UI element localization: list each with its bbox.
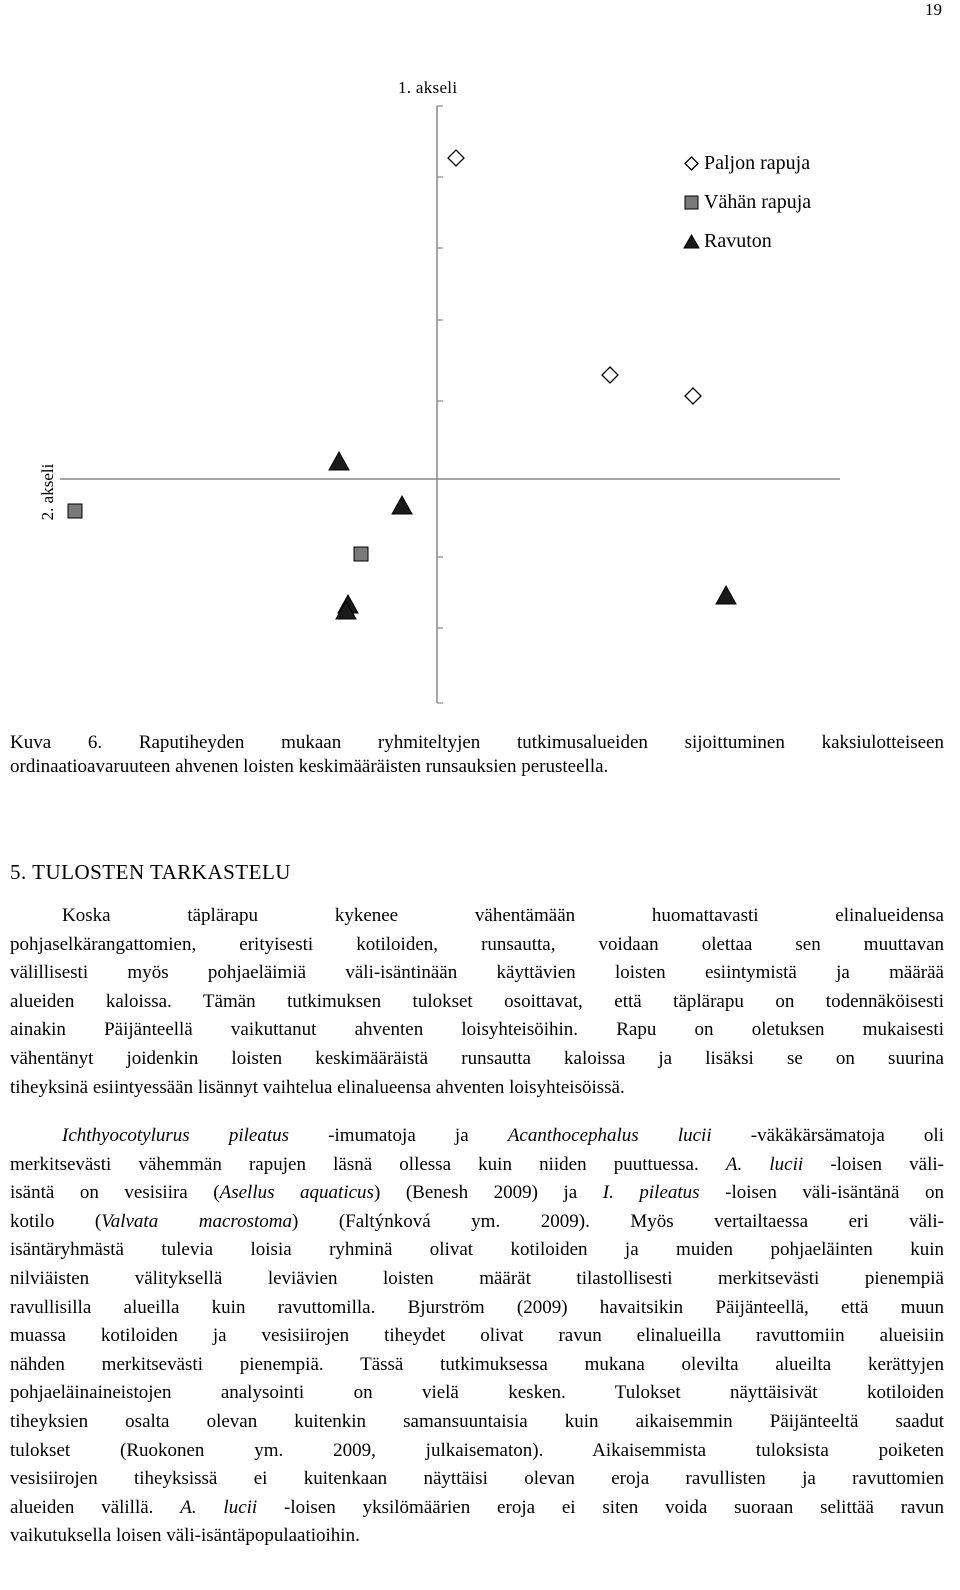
legend-item-paljon-rapuja [683, 144, 811, 183]
paragraph-line [10, 1208, 944, 1237]
paragraph-line: Koska täplärapu kykenee vähentämään huomattavasti elinalueidensa [62, 905, 944, 926]
text-run: merkitsevästi vähemmän rapujen läsnä ollessa kuin niiden puuttuessa. [10, 1153, 726, 1175]
triangle-marker-icon [683, 233, 700, 250]
vertical-axis-ticks [437, 106, 443, 703]
legend-label: Paljon rapuja [704, 152, 811, 174]
ordination-figure [0, 60, 960, 720]
text-run: -imumatoja ja [289, 1125, 508, 1146]
page-number: 19 [925, 0, 942, 19]
point-diamond-3 [685, 388, 701, 404]
paragraph-1 [10, 902, 944, 1102]
text-run: -loisen yksilömäärien eroja ei siten voida suoraan selittää ravun [257, 1496, 944, 1518]
species-name: A. lucii [180, 1496, 258, 1518]
caption-line: ordinaatioavaruuteen ahvenen loisten keskimääräisten runsauksien perusteella. [10, 756, 609, 777]
point-triangle-2 [392, 496, 412, 514]
species-name: Acanthocephalus lucii [507, 1125, 712, 1146]
paragraph-line: tiheyksinä esiintyessään lisännyt vaihtelua elinalueensa ahventen loisyhteisöissä. [10, 1076, 625, 1098]
legend-item-ravuton [683, 222, 811, 261]
paragraph-line: nähden merkitsevästi pienempiä. Tässä tutkimuksessa mukana olevilta alueilta kerättyjen [10, 1353, 944, 1375]
paragraph-line: isäntäryhmästä tulevia loisia ryhminä olivat kotiloiden ja muiden pohjaeläinten kuin [10, 1239, 944, 1261]
paragraph-line: nilviäisten välityksellä leviävien loisten määrät tilastollisesti merkitsevästi pienempiä [10, 1267, 944, 1289]
paragraph-line: pohjaeläinaineistojen analysointi on vielä kesken. Tulokset näyttäisivät kotiloiden [10, 1382, 944, 1404]
text-run: isäntä on vesisiira ( [10, 1182, 220, 1204]
paragraph-line [10, 1494, 944, 1523]
legend-label: Ravuton [704, 230, 772, 252]
x-axis-label: 1. akseli [398, 78, 458, 97]
paragraph-line: muassa kotiloiden ja vesisiirojen tiheydet olivat ravun elinalueilla ravuttomiin alueisiin [10, 1325, 944, 1347]
square-marker-icon [683, 194, 700, 211]
ordination-plot [0, 60, 960, 720]
paragraph-line: vaikutuksella loisen väli-isäntäpopulaatioihin. [10, 1525, 360, 1547]
legend [683, 144, 811, 261]
y-axis-label: 2. akseli [38, 463, 57, 521]
series-paljon-rapuja [448, 150, 701, 404]
paragraph-line: vesisiirojen tiheyksissä ei kuitenkaan näyttäisi olevan eroja ravullisten ja ravuttomien [10, 1468, 944, 1490]
paragraph-2 [10, 1122, 944, 1551]
text-run: -loisen väli- [803, 1153, 944, 1175]
text-run: -loisen väli-isäntänä on [699, 1182, 944, 1204]
section-heading: 5. TULOSTEN TARKASTELU [10, 860, 291, 884]
paragraph-line: alueiden kaloissa. Tämän tutkimuksen tulokset osoittavat, että täplärapu on todennäköisesti [10, 990, 944, 1012]
paragraph-line: vähentänyt joidenkin loisten keskimääräistä runsautta kaloissa ja lisäksi se on suurina [10, 1047, 944, 1069]
legend-label: Vähän rapuja [704, 191, 812, 213]
species-name: Valvata macrostoma [101, 1210, 292, 1232]
legend-item-vahan-rapuja [683, 183, 811, 222]
paragraph-line: tulokset (Ruokonen ym. 2009, julkaisematon). Aikaisemmista tuloksista poiketen [10, 1439, 944, 1461]
point-triangle-5 [716, 586, 736, 604]
paragraph-line: tiheyksien osalta olevan kuitenkin samansuuntaisia kuin aikaisemmin Päijänteeltä saadut [10, 1410, 944, 1432]
text-run: kotilo ( [10, 1210, 102, 1232]
text-run: -väkäkärsämatoja oli [711, 1125, 944, 1146]
paragraph-line [10, 1151, 944, 1180]
point-triangle-1 [329, 452, 349, 470]
text-run: alueiden välillä. [10, 1496, 181, 1518]
paragraph-line [10, 1179, 944, 1208]
text-run: ) (Benesh 2009) ja [373, 1182, 603, 1204]
series-ravuton [329, 452, 736, 619]
text-run: ) (Faltýnková ym. 2009). Myös vertailtaessa eri väli- [291, 1210, 944, 1232]
species-name: A. lucii [725, 1153, 804, 1175]
figure-caption [10, 731, 944, 779]
point-square-2 [354, 547, 368, 561]
point-diamond-1 [448, 150, 464, 166]
diamond-marker-icon [683, 155, 700, 172]
point-diamond-2 [602, 367, 618, 383]
paragraph-line: ainakin Päijänteellä vaikuttanut ahventen loisyhteisöihin. Rapu on oletuksen mukaisesti [10, 1019, 944, 1041]
species-name: Asellus aquaticus [219, 1182, 374, 1204]
caption-line: Kuva 6. Raputiheyden mukaan ryhmiteltyjen tutkimusalueiden sijoittuminen kaksiulotteiseen [10, 732, 944, 753]
paragraph-line [10, 1122, 944, 1151]
paragraph-line: pohjaselkärangattomien, erityisesti kotiloiden, runsautta, voidaan olettaa sen muuttavan [10, 933, 944, 955]
species-name: I. pileatus [602, 1182, 700, 1204]
paragraph-line: välillisesti myös pohjaeläimiä väli-isäntinään käyttävien loisten esiintymistä ja määrää [10, 962, 944, 984]
paragraph-line: ravullisilla alueilla kuin ravuttomilla. Bjurström (2009) havaitsikin Päijänteellä, että muun [10, 1296, 944, 1318]
species-name: Ichthyocotylurus pileatus [62, 1125, 290, 1146]
series-vahan-rapuja [68, 504, 368, 561]
point-square-1 [68, 504, 82, 518]
